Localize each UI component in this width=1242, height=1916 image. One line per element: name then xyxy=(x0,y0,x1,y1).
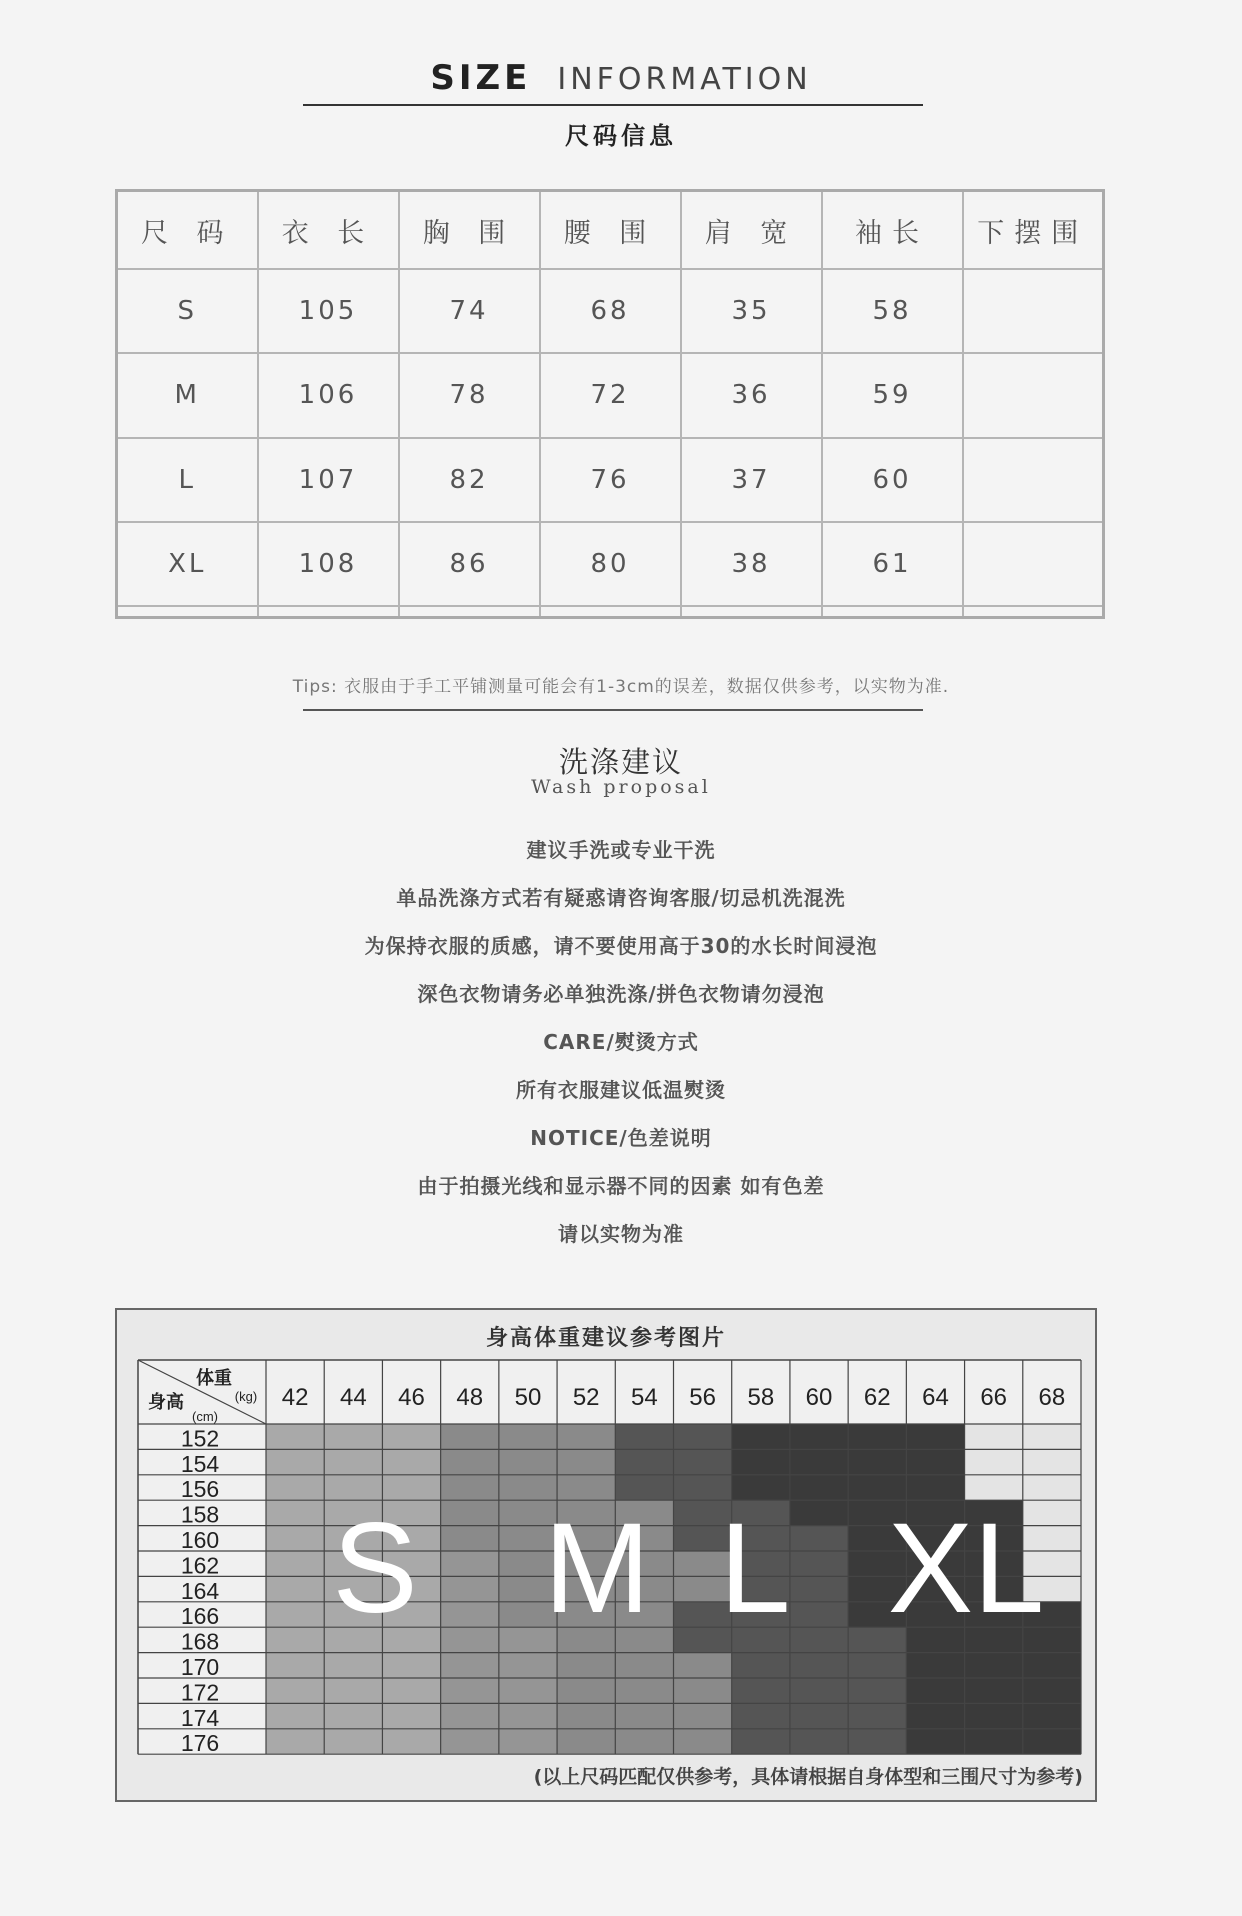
weight-header: 58 xyxy=(747,1384,775,1411)
chart-cell xyxy=(848,1424,906,1449)
chart-cell xyxy=(441,1424,499,1449)
wash-line: 单品洗涤方式若有疑惑请咨询客服/切忌机洗混洗 xyxy=(396,886,846,910)
height-label: 172 xyxy=(180,1679,220,1706)
chart-cell xyxy=(906,1449,964,1474)
chart-cell xyxy=(441,1653,499,1678)
chart-cell xyxy=(441,1703,499,1728)
chart-cell xyxy=(441,1602,499,1627)
chart-cell xyxy=(266,1729,324,1754)
size-table-cell: 59 xyxy=(822,353,963,437)
size-zone-label: M xyxy=(543,1497,651,1640)
wash-line: 所有衣服建议低温熨烫 xyxy=(516,1078,726,1102)
chart-cell xyxy=(499,1653,557,1678)
wash-line: NOTICE/色差说明 xyxy=(530,1126,712,1150)
chart-cell xyxy=(615,1703,673,1728)
chart-cell xyxy=(441,1475,499,1500)
size-information-title-cn: 尺码信息 xyxy=(565,122,677,150)
header-hem: 下摆围 xyxy=(963,191,1104,270)
chart-cell xyxy=(848,1678,906,1703)
chart-cell xyxy=(965,1653,1023,1678)
chart-cell xyxy=(790,1475,848,1500)
wash-line: 深色衣物请务必单独洗涤/拼色衣物请勿浸泡 xyxy=(417,982,825,1006)
chart-cell xyxy=(1023,1678,1081,1703)
chart-cell xyxy=(441,1449,499,1474)
size-table-cell: 72 xyxy=(540,353,681,437)
chart-cell xyxy=(906,1729,964,1754)
chart-cell xyxy=(441,1729,499,1754)
chart-cell xyxy=(790,1551,848,1576)
weight-header: 56 xyxy=(689,1384,716,1411)
size-table-cell: 106 xyxy=(258,353,399,437)
height-label: 168 xyxy=(180,1628,220,1655)
chart-cell xyxy=(965,1424,1023,1449)
height-label: 166 xyxy=(180,1603,220,1630)
wash-line: 由于拍摄光线和显示器不同的因素 如有色差 xyxy=(417,1174,825,1198)
weight-header: 50 xyxy=(514,1384,542,1411)
chart-cell xyxy=(266,1500,324,1525)
height-label: 170 xyxy=(180,1654,220,1680)
chart-cell xyxy=(674,1703,732,1728)
size-zone-label: L xyxy=(719,1497,791,1640)
chart-cell xyxy=(499,1703,557,1728)
chart-cell xyxy=(615,1729,673,1754)
chart-cell xyxy=(615,1449,673,1474)
chart-cell xyxy=(266,1678,324,1703)
chart-cell xyxy=(382,1424,440,1449)
size-table-cell: 61 xyxy=(822,522,963,606)
weight-header: 64 xyxy=(922,1384,949,1411)
chart-cell xyxy=(965,1678,1023,1703)
chart-cell xyxy=(441,1500,499,1525)
header-size: 尺 码 xyxy=(117,191,258,270)
chart-cell xyxy=(906,1653,964,1678)
measurement-tips: Tips: 衣服由于手工平铺测量可能会有1-3cm的误差，数据仅供参考，以实物为准. xyxy=(292,677,950,697)
height-label: 152 xyxy=(180,1425,220,1452)
chart-cell xyxy=(790,1449,848,1474)
height-label: 156 xyxy=(180,1476,220,1503)
chart-cell xyxy=(266,1576,324,1601)
wash-line: CARE/熨烫方式 xyxy=(543,1030,699,1054)
weight-header: 44 xyxy=(339,1384,367,1411)
height-label: 164 xyxy=(180,1577,220,1604)
weight-header: 68 xyxy=(1038,1384,1066,1411)
corner-weight-label: 体重 xyxy=(196,1368,232,1388)
size-table-cell: 74 xyxy=(399,269,540,353)
chart-cell xyxy=(674,1653,732,1678)
chart-cell xyxy=(732,1653,790,1678)
size-table-cell: 105 xyxy=(258,269,399,353)
chart-cell xyxy=(266,1449,324,1474)
chart-cell xyxy=(1023,1449,1081,1474)
chart-cell xyxy=(732,1729,790,1754)
height-label: 174 xyxy=(180,1704,220,1731)
height-label: 154 xyxy=(180,1450,220,1477)
chart-cell xyxy=(674,1449,732,1474)
chart-cell xyxy=(732,1678,790,1703)
size-table-cell: XL xyxy=(117,522,258,606)
chart-cell xyxy=(382,1449,440,1474)
chart-cell xyxy=(441,1576,499,1601)
chart-cell xyxy=(848,1703,906,1728)
chart-cell xyxy=(965,1729,1023,1754)
size-table-cell: 37 xyxy=(681,438,822,522)
chart-cell xyxy=(266,1475,324,1500)
chart-cell xyxy=(441,1526,499,1551)
wash-line: 建议手洗或专业干洗 xyxy=(526,838,716,862)
chart-cell xyxy=(266,1551,324,1576)
size-table-cell: 38 xyxy=(681,522,822,606)
size-table-cell: 68 xyxy=(540,269,681,353)
chart-cell xyxy=(965,1449,1023,1474)
weight-header: 48 xyxy=(456,1384,484,1411)
chart-cell xyxy=(615,1678,673,1703)
chart-cell xyxy=(324,1653,382,1678)
header-shoulder: 肩 宽 xyxy=(681,191,822,270)
chart-cell xyxy=(324,1678,382,1703)
chart-cell xyxy=(324,1729,382,1754)
title-en-bold: SIZE xyxy=(430,58,532,98)
weight-header: 62 xyxy=(863,1384,891,1411)
chart-cell xyxy=(499,1678,557,1703)
chart-cell xyxy=(848,1653,906,1678)
size-table-cell: 82 xyxy=(399,438,540,522)
corner-height-unit: (cm) xyxy=(192,1409,218,1424)
chart-cell xyxy=(441,1551,499,1576)
chart-cell xyxy=(615,1424,673,1449)
chart-cell xyxy=(324,1703,382,1728)
corner-height-label: 身高 xyxy=(148,1392,184,1412)
chart-cell xyxy=(266,1703,324,1728)
wash-title-en: Wash proposal xyxy=(531,776,711,798)
corner-weight-unit: (kg) xyxy=(234,1389,258,1404)
chart-cell xyxy=(790,1576,848,1601)
chart-cell xyxy=(790,1703,848,1728)
chart-cell xyxy=(848,1729,906,1754)
chart-cell xyxy=(1023,1703,1081,1728)
height-label: 176 xyxy=(180,1730,220,1757)
chart-cell xyxy=(441,1678,499,1703)
size-table-cell: M xyxy=(117,353,258,437)
chart-cell xyxy=(557,1729,615,1754)
title-en-light: INFORMATION xyxy=(557,62,812,97)
header-waist: 腰 围 xyxy=(540,191,681,270)
height-label: 160 xyxy=(180,1527,220,1553)
chart-cell xyxy=(965,1703,1023,1728)
size-table-cell: 78 xyxy=(399,353,540,437)
chart-cell xyxy=(790,1526,848,1551)
size-table-cell: 107 xyxy=(258,438,399,522)
chart-cell xyxy=(557,1703,615,1728)
chart-cell xyxy=(615,1653,673,1678)
chart-cell xyxy=(266,1526,324,1551)
chart-cell xyxy=(266,1653,324,1678)
size-table-cell: 60 xyxy=(822,438,963,522)
size-table-cell: 58 xyxy=(822,269,963,353)
size-table-cell: 76 xyxy=(540,438,681,522)
header-length: 衣 长 xyxy=(258,191,399,270)
chart-cell xyxy=(732,1424,790,1449)
size-table-cell: 80 xyxy=(540,522,681,606)
chart-cell xyxy=(1023,1653,1081,1678)
height-weight-chart-note: (以上尺码匹配仅供参考，具体请根据自身体型和三围尺寸为参考) xyxy=(533,1766,1083,1788)
header-sleeve: 袖长 xyxy=(822,191,963,270)
chart-cell xyxy=(382,1729,440,1754)
wash-line: 为保持衣服的质感，请不要使用高于30的水长时间浸泡 xyxy=(364,934,878,958)
chart-cell xyxy=(906,1678,964,1703)
chart-cell xyxy=(848,1449,906,1474)
size-table-cell: S xyxy=(117,269,258,353)
chart-cell xyxy=(732,1449,790,1474)
chart-cell xyxy=(557,1653,615,1678)
chart-cell xyxy=(906,1424,964,1449)
chart-cell xyxy=(790,1602,848,1627)
weight-header: 52 xyxy=(572,1384,600,1411)
chart-cell xyxy=(557,1449,615,1474)
chart-cell xyxy=(674,1678,732,1703)
chart-cell xyxy=(499,1449,557,1474)
chart-cell xyxy=(732,1703,790,1728)
chart-cell xyxy=(557,1424,615,1449)
chart-cell xyxy=(324,1449,382,1474)
wash-title-cn: 洗涤建议 xyxy=(558,745,683,779)
size-table-cell: 86 xyxy=(399,522,540,606)
weight-header: 54 xyxy=(631,1384,658,1411)
wash-line: 请以实物为准 xyxy=(558,1222,684,1246)
size-table-cell: 35 xyxy=(681,269,822,353)
height-weight-chart-title: 身高体重建议参考图片 xyxy=(485,1326,726,1351)
size-zone-label: XL xyxy=(887,1497,1045,1640)
chart-cell xyxy=(790,1424,848,1449)
header-chest: 胸 围 xyxy=(399,191,540,270)
size-table-cell: 108 xyxy=(258,522,399,606)
chart-cell xyxy=(790,1729,848,1754)
chart-cell xyxy=(1023,1424,1081,1449)
chart-cell xyxy=(790,1500,848,1525)
chart-cell xyxy=(266,1602,324,1627)
size-table-cell: L xyxy=(117,438,258,522)
chart-cell xyxy=(1023,1729,1081,1754)
weight-header: 66 xyxy=(980,1384,1008,1411)
chart-cell xyxy=(790,1653,848,1678)
chart-cell xyxy=(324,1424,382,1449)
weight-header: 42 xyxy=(281,1384,309,1411)
chart-cell xyxy=(790,1627,848,1652)
weight-header: 60 xyxy=(805,1384,833,1411)
chart-cell xyxy=(906,1703,964,1728)
chart-cell xyxy=(674,1729,732,1754)
chart-cell xyxy=(266,1424,324,1449)
weight-header: 46 xyxy=(398,1384,425,1411)
chart-cell xyxy=(499,1424,557,1449)
chart-cell xyxy=(674,1424,732,1449)
chart-cell xyxy=(790,1678,848,1703)
chart-cell xyxy=(441,1627,499,1652)
size-table-cell: 36 xyxy=(681,353,822,437)
chart-cell xyxy=(557,1678,615,1703)
chart-cell xyxy=(382,1678,440,1703)
chart-cell xyxy=(266,1627,324,1652)
chart-cell xyxy=(499,1729,557,1754)
height-label: 162 xyxy=(180,1552,220,1579)
chart-cell xyxy=(382,1703,440,1728)
chart-cell xyxy=(382,1653,440,1678)
height-label: 158 xyxy=(180,1501,220,1528)
size-zone-label: S xyxy=(332,1497,418,1640)
